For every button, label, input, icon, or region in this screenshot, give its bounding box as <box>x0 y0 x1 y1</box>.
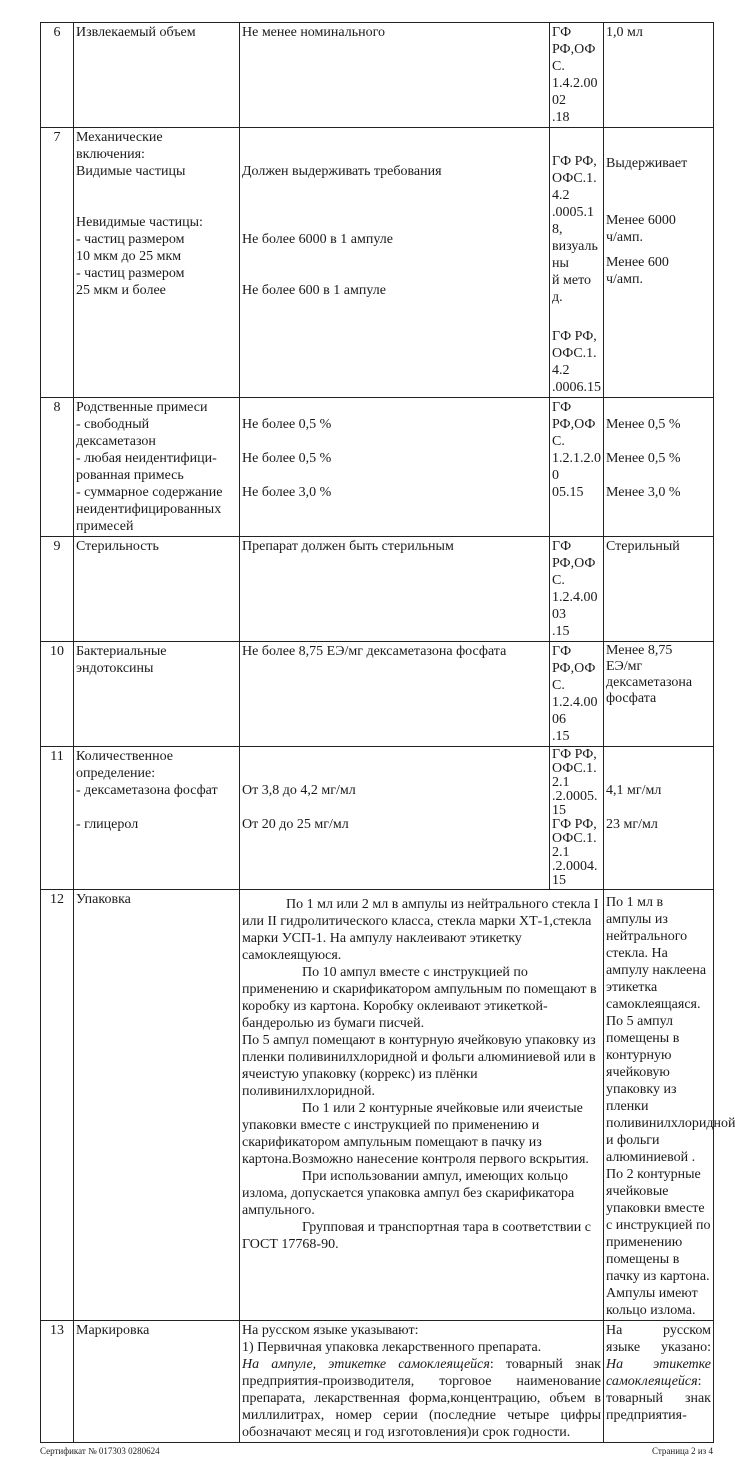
test-name: Количественное определение: - дексаметазона фосфат - глицерол <box>74 747 240 890</box>
requirement: Препарат должен быть стерильным <box>240 537 550 642</box>
row-number: 10 <box>41 642 74 747</box>
result: На русском языке указано: На этикетке самоклеящейся: товарный знак предприятия- <box>604 1321 714 1443</box>
table-row <box>41 747 714 890</box>
method-reference: ГФ РФ,ОФС. 1.4.2.0002 .18 <box>550 23 604 128</box>
method-reference: ГФ РФ,ОФС. 1.2.4.0003 .15 <box>550 537 604 642</box>
result: По 1 мл в ампулы из нейтрального стекла. На ампулу наклеена этикетка самоклеящаяся. По 5 ампул помещены в контурную ячейковую упаковку из пленки поливинилхлоридной и фольги алюминиевой . По 2 контурные ячейковые упаковки вместе с инструкцией по применению помещены в пачку из картона. Ампулы имеют кольцо излома. <box>604 890 714 1321</box>
specification-table <box>40 22 735 1443</box>
requirement: На русском языке указывают: 1) Первичная упаковка лекарственного препарата. На ампуле, этикетке самоклеящейся: товарный знак предприятия-производителя, торговое наименование препарата, лекарственная форма,концентрацию, объем в миллилитрах, номер серии (последние четыре цифры обозначают месяц и год изготовления)и срок годности. <box>240 1321 604 1443</box>
result: 1,0 мл <box>604 23 714 128</box>
table-row <box>41 537 714 642</box>
requirement: Не более 8,75 ЕЭ/мг дексаметазона фосфата <box>240 642 550 747</box>
requirement: Не менее номинального <box>240 23 550 128</box>
result: Выдерживает Менее 6000 ч/амп. Менее 600 ч/амп. <box>604 128 714 398</box>
result: Стерильный <box>604 537 714 642</box>
certificate-number: Сертификат № 017303 0280624 <box>40 1446 160 1456</box>
page-footer <box>40 1446 713 1457</box>
row-number: 6 <box>41 23 74 128</box>
table-row <box>41 890 714 1321</box>
test-name: Механические включения: Видимые частицы Невидимые частицы: - частиц размером 10 мкм до 25 мкм - частиц размером 25 мкм и более <box>74 128 240 398</box>
row-number: 11 <box>41 747 74 890</box>
table-row <box>41 128 714 398</box>
row-number: 12 <box>41 890 74 1321</box>
test-name: Маркировка <box>74 1321 240 1443</box>
result: Менее 8,75 ЕЭ/мг дексаметазона фосфата <box>604 642 714 747</box>
table-row <box>41 398 714 537</box>
requirement: Должен выдерживать требования Не более 6000 в 1 ампуле Не более 600 в 1 ампуле <box>240 128 550 398</box>
requirement: По 1 мл или 2 мл в ампулы из нейтрального стекла I или II гидролитического класса, стекла марки ХТ-1,стекла марки УСП-1. На ампулу наклеивают этикетку самоклеящуюся. По 10 ампул вместе с инструкцией по применению и скарификатором ампульным по помещают в коробку из картона. Коробку оклеивают этикеткой-бандеролью из бумаги писчей. По 5 ампул помещают в контурную ячейковую упаковку из пленки поливинилхлоридной и фольги алюминиевой или в ячеистую упаковку (коррекс) из плёнки поливинилхлоридной. По 1 или 2 контурные ячейковые или ячеистые упаковки вместе с инструкцией по применению и скарификатором ампульным помещают в пачку из картона.Возможно нанесение контроля первого вскрытия. При использовании ампул, имеющих кольцо излома, допускается упаковка ампул без скарификатора ампульного. Групповая и транспортная тара в соответствии с ГОСТ 17768-90. <box>240 890 604 1321</box>
row-number: 7 <box>41 128 74 398</box>
table-row <box>41 642 714 747</box>
method-reference: ГФ РФ, ОФС.1.4.2 .0005.18, визуальны й метод. ГФ РФ, ОФС.1.4.2 .0006.15 <box>550 128 604 398</box>
method-reference: ГФ РФ, ОФС.1.2.1 .2.0005.15 ГФ РФ, ОФС.1.2.1 .2.0004.15 <box>550 747 604 890</box>
test-name: Стерильность <box>74 537 240 642</box>
requirement: От 3,8 до 4,2 мг/мл От 20 до 25 мг/мл <box>240 747 550 890</box>
method-reference: ГФ РФ,ОФС. 1.2.1.2.00 05.15 <box>550 398 604 537</box>
result: Менее 0,5 % Менее 0,5 % Менее 3,0 % <box>604 398 714 537</box>
table-row <box>41 1321 714 1443</box>
requirement: Не более 0,5 % Не более 0,5 % Не более 3,0 % <box>240 398 550 537</box>
result: 4,1 мг/мл 23 мг/мл <box>604 747 714 890</box>
test-name: Родственные примеси - свободный дексаметазон - любая неидентифици- рованная примесь - суммарное содержание неидентифицированных примесей <box>74 398 240 537</box>
row-number: 9 <box>41 537 74 642</box>
row-number: 13 <box>41 1321 74 1443</box>
table-row <box>41 23 714 128</box>
test-name: Бактериальные эндотоксины <box>74 642 240 747</box>
page-number: Страница 2 из 4 <box>652 1446 713 1456</box>
row-number: 8 <box>41 398 74 537</box>
test-name: Извлекаемый объем <box>74 23 240 128</box>
document-sheet <box>40 22 735 1457</box>
method-reference: ГФ РФ,ОФС. 1.2.4.0006 .15 <box>550 642 604 747</box>
test-name: Упаковка <box>74 890 240 1321</box>
